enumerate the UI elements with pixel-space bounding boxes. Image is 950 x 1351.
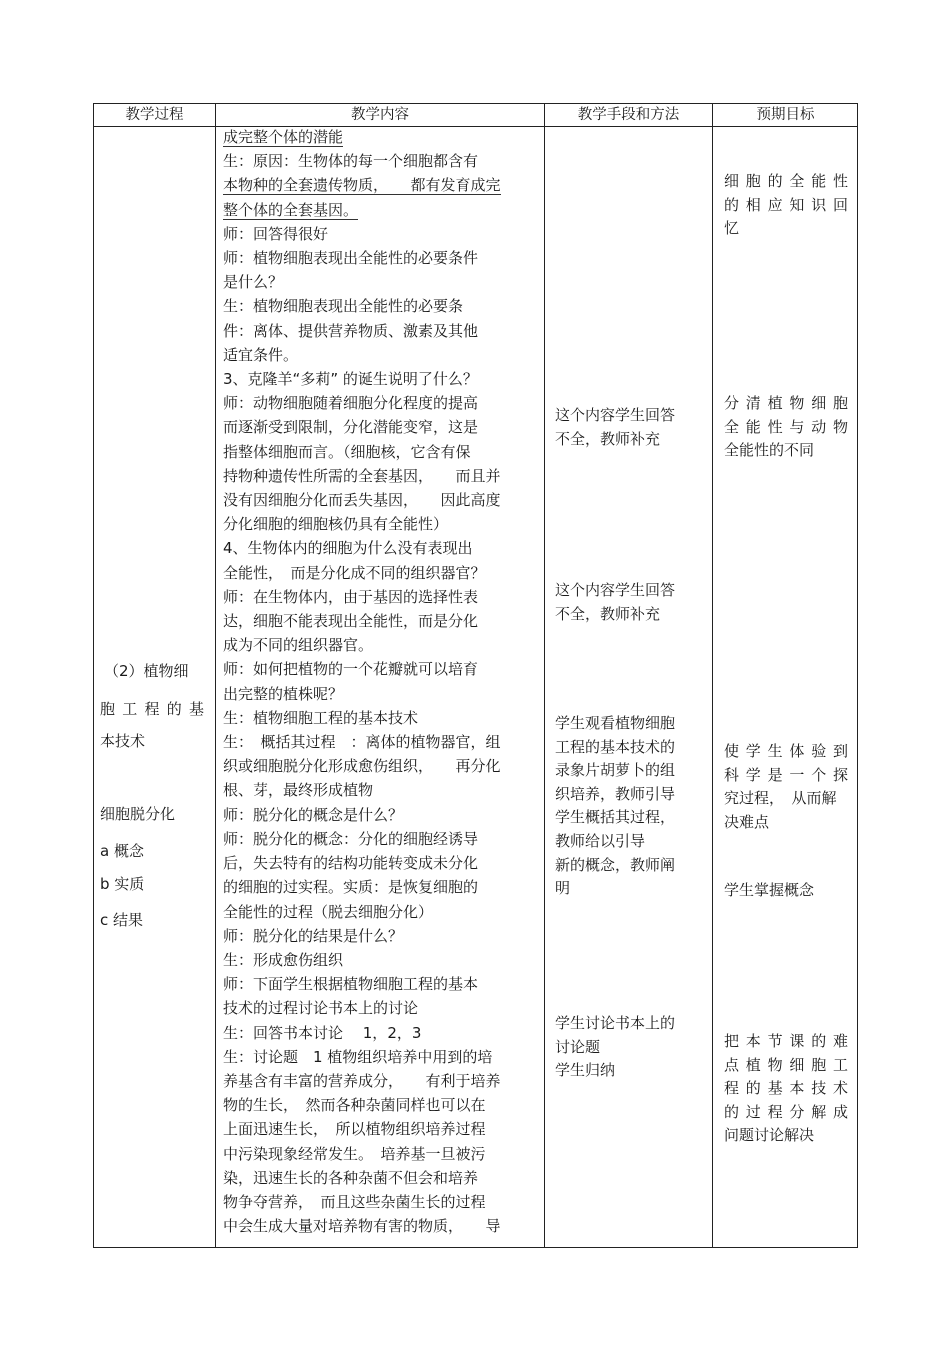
method-line: 新的概念，教师阐 [555,855,676,874]
content-line: 染，迅速生长的各种杂菌不但会和培养 [223,1168,479,1187]
goal-block [724,740,848,834]
lesson-plan-table [93,103,858,1248]
content-line: 师：动物细胞随着细胞分化程度的提高 [223,394,479,413]
method-line: 工程的基本技术的 [555,737,676,756]
concept-label: a 概念 [100,842,144,860]
content-line: 上面迅速生长， 所以植物组织培养过程 [223,1120,486,1139]
goal-line: 忆 [724,219,740,238]
header-teaching-content: 教学内容 [351,107,409,123]
content-line: 后，失去特有的结构功能转变成未分化 [223,854,479,873]
header-expected-goals: 预期目标 [756,107,815,123]
goal-line: 究过程， 从而解 [724,789,837,808]
content-column [223,125,501,1238]
content-line: 分化细胞的细胞核仍具有全能性） [223,515,449,534]
dedifferentiation-label: 细胞脱分化 [100,805,176,823]
section-title-line: 本技术 [100,732,146,750]
goal-line: 把 本 节 课 的 难 [724,1032,848,1050]
method-line: 明 [555,879,571,898]
content-line: 中污染现象经常发生。 培养基一旦被污 [223,1144,486,1163]
content-line: 师：下面学生根据植物细胞工程的基本 [223,975,479,994]
content-line: 4、生物体内的细胞为什么没有表现出 [223,539,473,558]
method-line: 不全，教师补充 [555,604,661,623]
goal-line: 全能性的不同 [724,441,815,460]
goal-line: 细 胞 的 全 能 性 [724,172,848,190]
goal-line: 学生掌握概念 [724,881,815,899]
content-line: 生：植物细胞工程的基本技术 [223,708,419,727]
result-label: c 结果 [100,911,144,929]
column-divider [544,104,545,1247]
goal-line: 问题讨论解决 [724,1126,815,1145]
method-block [555,712,675,901]
content-line: 生：讨论题 1 植物组织培养中用到的培 [223,1047,493,1066]
method-line: 学生观看植物细胞 [555,714,676,732]
goal-block [724,1030,848,1148]
content-line: 的细胞的过实程。实质：是恢复细胞的 [223,878,479,897]
goal-line: 使 学 生 体 验 到 [724,742,848,760]
method-line: 教师给以引导 [555,831,646,850]
method-block [555,579,675,626]
content-line: 持物种遗传性所需的全套基因， 而且并 [223,466,501,485]
content-line: 中会生成大量对培养物有害的物质， 导 [223,1217,501,1236]
header-teaching-process: 教学过程 [125,107,184,123]
method-line: 这个内容学生回答 [555,406,676,424]
goal-line: 全 能 性 与 动 物 [724,417,848,436]
section-title-line: （2）植物细 [104,662,189,680]
goal-line: 的 相 应 知 识 回 [724,195,848,214]
goal-line: 分 清 植 物 细 胞 [724,394,848,412]
method-line: 讨论题 [555,1037,601,1056]
content-line: 生：形成愈伤组织 [223,950,344,969]
method-line: 这个内容学生回答 [555,581,676,599]
content-line: 没有因细胞分化而丢失基因， 因此高度 [223,491,501,510]
method-line: 学生讨论书本上的 [555,1014,676,1032]
method-block [555,404,675,451]
content-line: 根、芽，最终形成植物 [223,781,374,800]
method-line: 不全，教师补充 [555,429,661,448]
goal-line: 程 的 基 本 技 术 [724,1079,848,1098]
goal-block [724,392,848,463]
method-line: 录象片胡萝卜的组 [555,761,676,780]
content-line: 物的生长， 然而各种杂菌同样也可以在 [223,1096,486,1115]
method-block [555,1012,675,1083]
goal-line: 点 植 物 细 胞 工 [724,1055,848,1074]
content-line: 出完整的植株呢？ [223,684,344,703]
content-line: 生：植物细胞表现出全能性的必要条 [223,297,464,316]
method-line: 织培养，教师引导 [555,784,676,803]
column-divider [712,104,713,1247]
section-title-line: 胞 工 程 的 基 [100,700,204,718]
content-line: 师：脱分化的概念是什么？ [223,805,404,824]
content-line: 适宜条件。 [223,345,299,364]
method-line: 学生归纳 [555,1061,616,1080]
content-line: 件：离体、提供营养物质、激素及其他 [223,321,479,340]
content-line: 师：回答得很好 [223,224,329,243]
content-line: 本物种的全套遗传物质， 都有发育成完 [223,176,501,195]
content-line: 师：脱分化的概念：分化的细胞经诱导 [223,829,479,848]
content-line: 师：植物细胞表现出全能性的必要条件 [223,249,479,268]
content-line: 生：原因：生物体的每一个细胞都含有 [223,152,479,171]
content-line: 全能性， 而是分化成不同的组织器官？ [223,563,486,582]
goal-block [724,170,848,241]
goal-line: 的 过 程 分 解 成 [724,1102,848,1121]
header-teaching-methods: 教学手段和方法 [577,107,680,123]
content-line: 成完整个体的潜能 [223,128,344,146]
content-line: 达，细胞不能表现出全能性，而是分化 [223,612,479,631]
content-line: 技术的过程讨论书本上的讨论 [223,999,419,1018]
content-line: 是什么？ [223,273,284,292]
content-line: 生：回答书本讨论 1，2，3 [223,1023,422,1042]
goal-line: 科 学 是 一 个 探 [724,765,848,784]
goal-line: 决难点 [724,812,770,831]
content-line: 而逐渐受到限制，分化潜能变窄，这是 [223,418,479,437]
content-line: 师：在生物体内，由于基因的选择性表 [223,587,479,606]
content-line: 生： 概括其过程 ：离体的植物器官，组 [223,733,501,752]
column-divider [215,104,216,1247]
content-line: 成为不同的组织器官。 [223,636,374,655]
content-line: 师：脱分化的结果是什么？ [223,926,404,945]
content-line: 养基含有丰富的营养成分， 有利于培养 [223,1071,501,1090]
content-line: 物争夺营养， 而且这些杂菌生长的过程 [223,1192,486,1211]
content-line: 整个体的全套基因。 [223,200,359,219]
content-line: 织或细胞脱分化形成愈伤组织， 再分化 [223,757,501,776]
content-line: 指整体细胞而言。（细胞核，它含有保 [223,442,471,461]
essence-label: b 实质 [100,875,145,893]
method-line: 学生概括其过程， [555,808,676,827]
content-line: 全能性的过程（脱去细胞分化） [223,902,434,921]
content-line: 师：如何把植物的一个花瓣就可以培育 [223,660,479,679]
content-line: 3、克隆羊“多莉” 的诞生说明了什么？ [223,370,478,389]
